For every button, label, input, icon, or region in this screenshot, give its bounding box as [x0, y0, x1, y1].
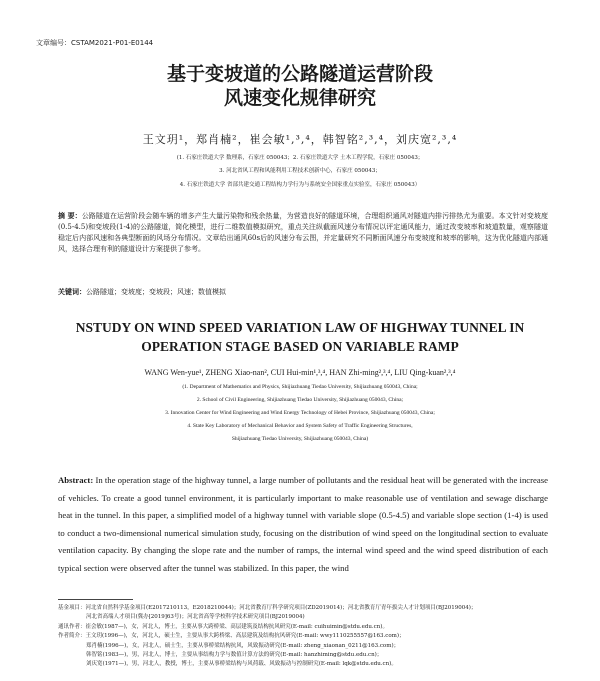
- english-authors: WANG Wen-yue¹, ZHENG Xiao-nan², CUI Hui-min¹,³,⁴, HAN Zhi-ming²,³,⁴, LIU Qing-kuan²,³,⁴: [144, 368, 456, 377]
- chinese-title-line-2: 风速变化规律研究: [223, 87, 376, 109]
- english-affiliation-2: 2. School of Civil Engineering, Shijiazhuang Tiedao University, Shijiazhuang 050043, China;: [196, 397, 404, 403]
- footnote-author-bio-2: 郑肖楠(1996—)，女，河北人，硕士生，主要从事桥梁结构抗风，风致振动研究(E-mail: zheng_xiaonan_0211@163.com)；: [86, 642, 400, 649]
- footnote-funding-2: 河北省高端人才项目(冀办[2019]63号)；河北省高等学校科学技术研究项目(BJ2019004): [86, 614, 305, 621]
- english-affiliation-3: 3. Innovation Center for Wind Engineering and Wind Energy Technology of Hebei Province, Shijiazhuang 050043, China;: [165, 410, 435, 416]
- footnote-author-bio-1: 作者简介：王文玥(1996—)，女，河北人，硕士生，主要从事大跨桥梁、高层建筑及结构抗风研究(E-mail: wwy1110255557@163.com)；: [58, 633, 405, 640]
- chinese-affiliation-2: 3. 河北省风工程和风能利用工程技术创新中心，石家庄 050043；: [219, 168, 381, 174]
- english-affiliation-4: 4. State Key Laboratory of Mechanical Behavior and System Safety of Traffic Engineering Structures,: [187, 423, 413, 429]
- article-number: 文章编号：CSTAM2021-P01-E0144: [36, 39, 154, 47]
- english-affiliation-1: (1. Department of Mathematics and Physics, Shijiazhuang Tiedao University, Shijiazhuang 050043, China;: [182, 384, 418, 390]
- chinese-keywords-label: 关键词：: [58, 287, 86, 296]
- footnote-author-bio-4: 刘庆宽(1971—)，男，河北人，教授，博士，主要从事桥梁结构与风荷载、风致振动与控制研究(E-mail: lqk@stdu.edu.cn)。: [86, 661, 397, 668]
- chinese-affiliation-1: (1. 石家庄铁道大学 数理系，石家庄 050043；2. 石家庄铁道大学 土木工程学院，石家庄 050043；: [176, 155, 424, 161]
- english-abstract-label: Abstract:: [58, 475, 94, 485]
- chinese-keywords-text: 公路隧道；变坡度；变坡段；风速；数值模拟: [86, 288, 226, 296]
- chinese-title-line-1: 基于变坡道的公路隧道运营阶段: [166, 63, 433, 85]
- english-abstract-text: In the operation stage of the highway tunnel, a large number of pollutants and the residual heat will be generated with the increase of vehicles. To create a good tunnel environment, it is particularly important to make reasonable use of ventilation and sewage discharge heat in the tunnel. In this paper, a simplified model of a highway tunnel with variable slope (0.5-4.5) and variable slope section (1-4) is used to conduct a two-dimensional numerical simulation study, focusing on the distribution of wind speed on the longitudinal section to evaluate ventilation capacity. By changing the slope rate and the number of ramps, the internal wind speed and the wind speed distribution of each typical section were observed after the tunnel was stabilized. In this paper, the wind: [58, 475, 549, 573]
- chinese-affiliation-3: 4. 石家庄铁道大学 省部共建交通工程结构力学行为与系统安全国家重点实验室，石家庄 050043）: [179, 182, 421, 188]
- english-title-line-1: NSTUDY ON WIND SPEED VARIATION LAW OF HIGHWAY TUNNEL IN: [75, 320, 525, 335]
- english-affiliation-5: Shijiazhuang Tiedao University, Shijiazhuang 050043, China): [231, 436, 369, 442]
- footnote-author-bio-3: 韩智铭(1983—)，男，河北人，博士，主要从事结构力学与数值计算方法的研究(E-mail: hanzhiming@stdu.edu.cn)；: [86, 652, 383, 659]
- english-abstract: [58, 472, 548, 577]
- footnote-divider: [58, 599, 133, 600]
- chinese-abstract-text: 公路隧道在运营阶段会随车辆的增多产生大量污染物和残余热量，为营造良好的隧道环境，合理组织通风对隧道内排污排热尤为重要。本文针对变坡度(0.5-4.5)和变坡段(1-4)的公路隧道，简化模型，进行二维数值模拟研究，重点关注纵截面风速分布情况以评定通风能力，通过改变坡率和坡道数量，观察隧道稳定后内部风速和各典型断面的风场分布情况。文章给出通风60s后的风速分布云图，并定量研究不同断面风速分布变坡度和坡率的影响，这为优化隧道内部通风，选择合理有利的隧道设计方案提供了参考。: [58, 212, 548, 253]
- chinese-abstract: [58, 210, 548, 255]
- chinese-abstract-label: 摘 要：: [58, 211, 82, 220]
- chinese-keywords: [58, 287, 226, 297]
- chinese-authors: 王文玥¹，郑肖楠²，崔会敏¹,³,⁴，韩智铭²,³,⁴，刘庆宽²,³,⁴: [142, 133, 458, 146]
- footnotes: [58, 604, 558, 670]
- english-title-line-2: OPERATION STAGE BASED ON VARIABLE RAMP: [141, 339, 459, 354]
- footnote-funding-1: 基金项目：河北省自然科学基金项目(E2017210113，E2018210044)；河北省教育厅科学研究项目(ZD2019014)；河北省教育厅青年拔尖人才计划项目(BJ2019004)；: [58, 605, 477, 611]
- footnote-corresponding-author: 通讯作者：崔会敏(1987—)，女，河北人，博士，主要从事大跨桥梁、高层建筑及结构抗风研究(E-mail: cuihuimin@stdu.edu.cn)。: [58, 623, 388, 630]
